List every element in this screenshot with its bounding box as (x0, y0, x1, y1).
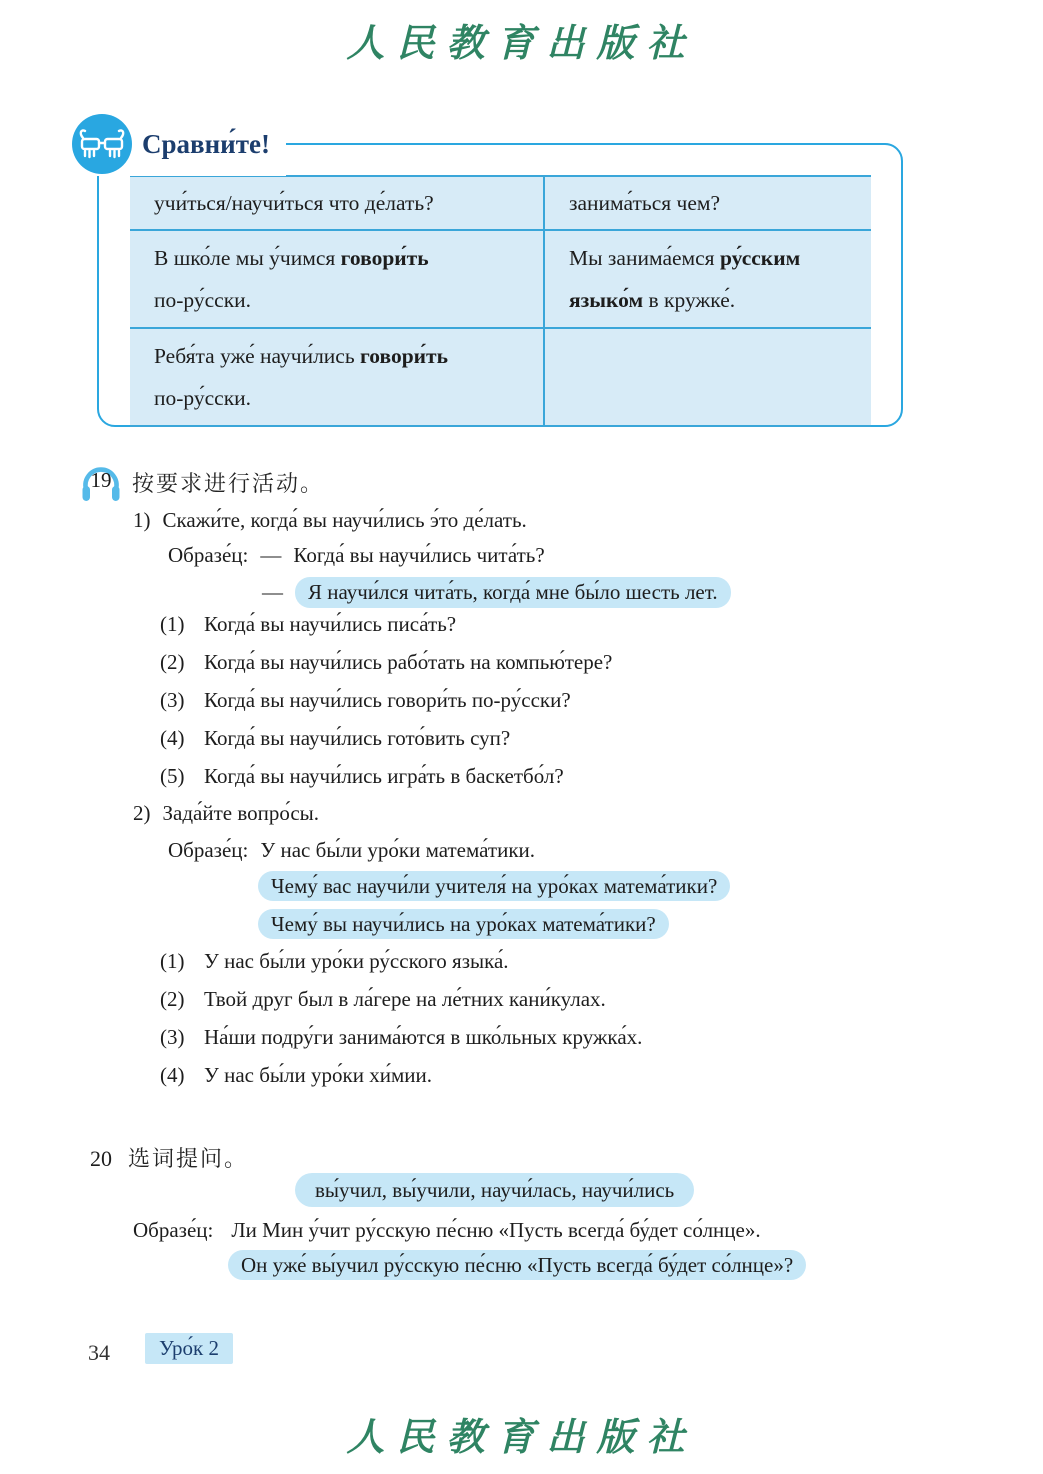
sample-answer-highlight: Я научи́лся чита́ть, когда́ мне бы́ло шесть лет. (295, 577, 731, 608)
sample-label: Образе́ц: (168, 543, 249, 567)
lesson-label: Уро́к 2 (145, 1333, 233, 1364)
word-bank-highlight: вы́учил, вы́учили, научи́лась, научи́лись (295, 1173, 694, 1207)
compare-cell: Ребя́та уже́ научи́лись говори́ть по-ру́сски. (130, 328, 544, 426)
exercise-20-number: 20 (90, 1146, 112, 1171)
sample-question-highlight: Чему́ вас научи́ли учителя́ на уро́ках матема́тики? (258, 871, 730, 901)
ex19-part2-items (160, 942, 642, 1094)
sample-statement: Ли Мин у́чит ру́сскую пе́сню «Пусть всегда́ бу́дет со́лнце». (231, 1218, 761, 1242)
ex19-part2-instruction-line (133, 801, 319, 826)
sample-label: Образе́ц: (133, 1218, 214, 1242)
compare-title: Сравни́те! (142, 128, 270, 159)
ex20-sample-question (228, 1253, 806, 1278)
part1-label: 1) (133, 508, 151, 532)
sample-question: Когда́ вы научи́лись чита́ть? (293, 543, 545, 567)
ex20-word-bank (295, 1178, 694, 1203)
dialog-dash: — (260, 543, 282, 567)
compare-header-right: занима́ться чем? (544, 176, 871, 230)
part2-instruction: Зада́йте вопро́сы. (162, 801, 320, 825)
compare-cell: Мы занима́емся ру́сским языко́м в кружке́. (544, 230, 871, 328)
compare-glasses-icon (72, 114, 132, 174)
exercise-20-title: 选词提问。 (128, 1147, 249, 1172)
compare-table (130, 175, 871, 427)
compare-header-left: учи́ться/научи́ться что де́лать? (130, 176, 544, 230)
exercise-20-header (90, 1142, 248, 1173)
exercise-19-number: 19 (90, 468, 112, 492)
part1-instruction: Скажи́те, когда́ вы научи́лись э́то де́лать. (162, 508, 527, 532)
publisher-logo-bottom: 人民教育出版社 (346, 1414, 697, 1459)
sample-question-highlight: Чему́ вы научи́лись на уро́ках матема́тики? (258, 909, 669, 939)
ex19-part1-sample-question-line (168, 543, 545, 568)
sample-statement: У нас бы́ли уро́ки матема́тики. (260, 838, 536, 862)
ex19-part2-sample-q1 (258, 874, 730, 899)
publisher-logo-top: 人民教育出版社 (346, 20, 697, 65)
list-item: (1) Когда́ вы научи́лись писа́ть? (160, 611, 457, 636)
list-item: (1) У нас бы́ли уро́ки ру́сского языка́. (160, 948, 509, 973)
ex19-part1-items (160, 605, 612, 795)
ex19-part1-sample-answer-line (262, 577, 731, 608)
sample-label: Образе́ц: (168, 838, 249, 862)
list-item: (3) Когда́ вы научи́лись говори́ть по-ру́сски? (160, 687, 571, 712)
page-number: 34 (88, 1340, 110, 1365)
part2-label: 2) (133, 801, 151, 825)
dialog-dash: — (262, 580, 283, 604)
list-item: (2) Когда́ вы научи́лись рабо́тать на компью́тере? (160, 649, 613, 674)
list-item: (4) Когда́ вы научи́лись гото́вить суп? (160, 725, 511, 750)
list-item: (2) Твой друг был в ла́гере на ле́тних кани́кулах. (160, 986, 606, 1011)
sample-question-highlight: Он уже́ вы́учил ру́сскую пе́сню «Пусть всегда́ бу́дет со́лнце»? (228, 1250, 806, 1280)
ex19-part2-sample-statement-line (168, 838, 535, 863)
exercise-19-header (80, 458, 324, 506)
lesson-badge (145, 1336, 233, 1361)
exercise-19-title: 按要求进行活动。 (132, 471, 325, 497)
compare-row-2 (130, 230, 871, 328)
compare-table-header-row (130, 176, 871, 230)
ex19-part1-instruction-line (133, 508, 527, 533)
list-item: (4) У нас бы́ли уро́ки хи́мии. (160, 1062, 432, 1087)
list-item: (5) Когда́ вы научи́лись игра́ть в баскетбо́л? (160, 763, 564, 788)
compare-legend (70, 112, 286, 176)
compare-row-3 (130, 328, 871, 426)
listening-headphones-icon (80, 458, 122, 506)
ex20-sample-statement-line (133, 1218, 761, 1243)
compare-cell: В шко́ле мы у́чимся говори́ть по-ру́сски. (130, 230, 544, 328)
list-item: (3) На́ши подру́ги занима́ются в шко́льных кружка́х. (160, 1024, 643, 1049)
ex19-part2-sample-q2 (258, 912, 669, 937)
compare-cell-empty (544, 328, 871, 426)
